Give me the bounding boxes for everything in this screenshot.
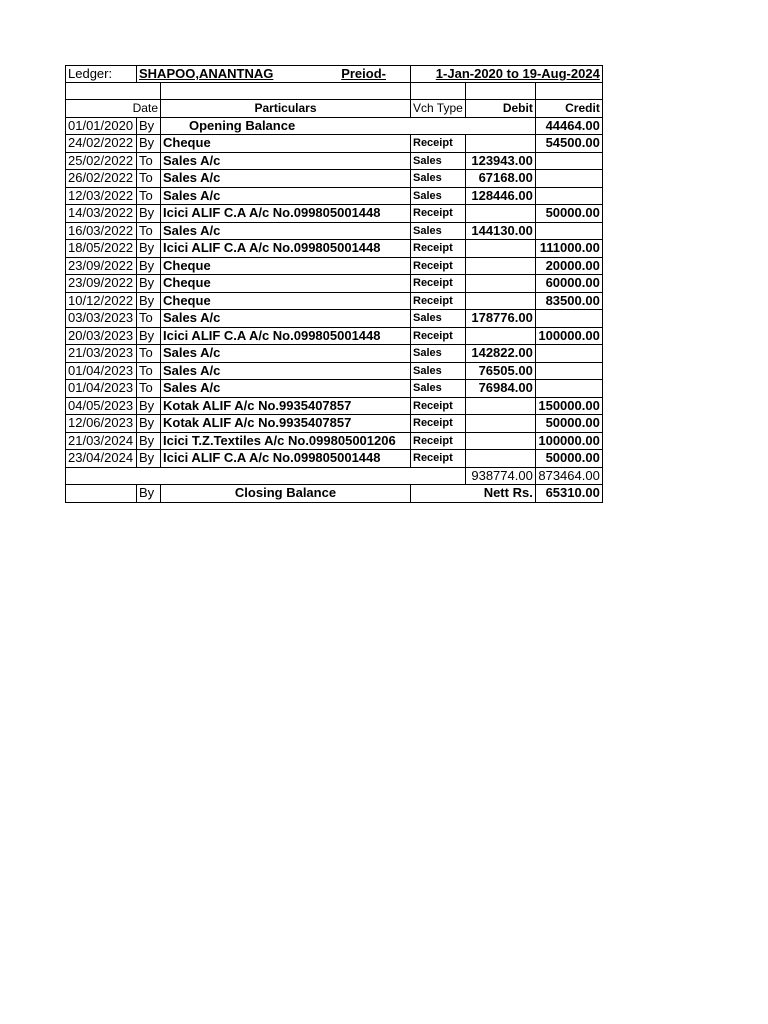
total-debit: 938774.00 xyxy=(465,467,535,485)
row-particulars: Cheque xyxy=(161,257,411,275)
row-date: 10/12/2022 xyxy=(66,292,137,310)
row-particulars: Sales A/c xyxy=(161,187,411,205)
row-debit xyxy=(465,415,535,433)
row-dir: By xyxy=(137,257,161,275)
row-date: 01/04/2023 xyxy=(66,362,137,380)
row-credit: 150000.00 xyxy=(535,397,602,415)
row-dir: By xyxy=(137,432,161,450)
closing-amount: 65310.00 xyxy=(535,485,602,503)
table-row xyxy=(66,187,603,205)
row-dir: By xyxy=(137,450,161,468)
row-vch-type: Receipt xyxy=(411,432,466,450)
row-credit: 100000.00 xyxy=(535,327,602,345)
row-credit xyxy=(535,362,602,380)
row-vch-type: Receipt xyxy=(411,205,466,223)
row-dir: By xyxy=(137,240,161,258)
row-particulars: Sales A/c xyxy=(161,310,411,328)
blank-row xyxy=(66,83,603,100)
period-label: Preiod- xyxy=(341,66,386,81)
closing-particulars: Closing Balance xyxy=(161,485,411,503)
row-dir: To xyxy=(137,345,161,363)
row-vch-type: Sales xyxy=(411,187,466,205)
table-row xyxy=(66,327,603,345)
row-vch-type: Sales xyxy=(411,345,466,363)
row-particulars: Icici ALIF C.A A/c No.099805001448 xyxy=(161,327,411,345)
row-date: 23/09/2022 xyxy=(66,275,137,293)
row-dir: By xyxy=(137,397,161,415)
row-date: 20/03/2023 xyxy=(66,327,137,345)
row-dir: To xyxy=(137,222,161,240)
row-particulars: Kotak ALIF A/c No.9935407857 xyxy=(161,397,411,415)
col-particulars: Particulars xyxy=(161,100,411,118)
row-dir: To xyxy=(137,187,161,205)
ledger-label: Ledger: xyxy=(66,66,137,83)
row-dir: To xyxy=(137,362,161,380)
row-dir: To xyxy=(137,380,161,398)
row-debit: 128446.00 xyxy=(465,187,535,205)
row-credit: 60000.00 xyxy=(535,275,602,293)
row-dir: To xyxy=(137,152,161,170)
totals-row xyxy=(66,467,603,485)
row-dir: To xyxy=(137,170,161,188)
row-vch-type: Receipt xyxy=(411,275,466,293)
row-dir: By xyxy=(137,135,161,153)
table-row xyxy=(66,275,603,293)
closing-balance-row xyxy=(66,485,603,503)
ledger-table xyxy=(65,65,603,503)
col-vch-type: Vch Type xyxy=(411,100,466,118)
row-date: 25/02/2022 xyxy=(66,152,137,170)
row-vch-type: Sales xyxy=(411,170,466,188)
row-credit: 50000.00 xyxy=(535,450,602,468)
row-particulars: Cheque xyxy=(161,135,411,153)
row-debit: 142822.00 xyxy=(465,345,535,363)
row-debit xyxy=(465,240,535,258)
row-date: 23/09/2022 xyxy=(66,257,137,275)
row-debit: 67168.00 xyxy=(465,170,535,188)
row-date: 01/04/2023 xyxy=(66,380,137,398)
ledger-rows xyxy=(66,135,603,468)
row-debit xyxy=(465,450,535,468)
row-particulars: Sales A/c xyxy=(161,362,411,380)
row-particulars: Sales A/c xyxy=(161,380,411,398)
row-credit: 54500.00 xyxy=(535,135,602,153)
row-credit: 20000.00 xyxy=(535,257,602,275)
table-row xyxy=(66,397,603,415)
table-row xyxy=(66,415,603,433)
table-row xyxy=(66,257,603,275)
row-vch-type: Receipt xyxy=(411,450,466,468)
table-row xyxy=(66,135,603,153)
row-date: 21/03/2024 xyxy=(66,432,137,450)
opening-credit: 44464.00 xyxy=(535,117,602,135)
row-credit: 111000.00 xyxy=(535,240,602,258)
table-row xyxy=(66,345,603,363)
row-dir: By xyxy=(137,205,161,223)
table-row xyxy=(66,310,603,328)
row-dir: By xyxy=(137,275,161,293)
row-particulars: Cheque xyxy=(161,275,411,293)
row-particulars: Sales A/c xyxy=(161,345,411,363)
row-vch-type: Sales xyxy=(411,152,466,170)
row-credit: 100000.00 xyxy=(535,432,602,450)
row-dir: By xyxy=(137,327,161,345)
column-header-row xyxy=(66,100,603,118)
row-particulars: Kotak ALIF A/c No.9935407857 xyxy=(161,415,411,433)
row-date: 14/03/2022 xyxy=(66,205,137,223)
nett-label: Nett Rs. xyxy=(411,485,536,503)
row-debit xyxy=(465,292,535,310)
row-date: 12/03/2022 xyxy=(66,187,137,205)
row-credit: 50000.00 xyxy=(535,415,602,433)
row-credit: 50000.00 xyxy=(535,205,602,223)
table-row xyxy=(66,152,603,170)
ledger-name-cell xyxy=(137,66,411,83)
row-vch-type: Receipt xyxy=(411,135,466,153)
row-particulars: Cheque xyxy=(161,292,411,310)
total-credit: 873464.00 xyxy=(535,467,602,485)
row-particulars: Sales A/c xyxy=(161,170,411,188)
row-particulars: Icici T.Z.Textiles A/c No.099805001206 xyxy=(161,432,411,450)
table-row xyxy=(66,380,603,398)
row-debit xyxy=(465,275,535,293)
row-debit xyxy=(465,135,535,153)
row-debit xyxy=(465,205,535,223)
row-credit: 83500.00 xyxy=(535,292,602,310)
row-credit xyxy=(535,345,602,363)
header-row xyxy=(66,66,603,83)
row-credit xyxy=(535,310,602,328)
row-debit: 76984.00 xyxy=(465,380,535,398)
row-vch-type: Receipt xyxy=(411,257,466,275)
row-particulars: Icici ALIF C.A A/c No.099805001448 xyxy=(161,240,411,258)
row-vch-type: Receipt xyxy=(411,292,466,310)
row-dir: By xyxy=(137,415,161,433)
row-dir: By xyxy=(137,292,161,310)
table-row xyxy=(66,292,603,310)
row-credit xyxy=(535,222,602,240)
row-particulars: Sales A/c xyxy=(161,222,411,240)
row-debit: 144130.00 xyxy=(465,222,535,240)
row-date: 26/02/2022 xyxy=(66,170,137,188)
table-row xyxy=(66,170,603,188)
opening-balance-row xyxy=(66,117,603,135)
opening-date: 01/01/2020 xyxy=(66,117,137,135)
opening-particulars: Opening Balance xyxy=(161,117,536,135)
col-credit: Credit xyxy=(535,100,602,118)
closing-dir: By xyxy=(137,485,161,503)
row-credit xyxy=(535,170,602,188)
table-row xyxy=(66,362,603,380)
row-vch-type: Receipt xyxy=(411,397,466,415)
table-row xyxy=(66,205,603,223)
row-vch-type: Receipt xyxy=(411,327,466,345)
opening-dir: By xyxy=(137,117,161,135)
row-date: 24/02/2022 xyxy=(66,135,137,153)
row-particulars: Sales A/c xyxy=(161,152,411,170)
row-debit xyxy=(465,257,535,275)
row-date: 04/05/2023 xyxy=(66,397,137,415)
table-row xyxy=(66,450,603,468)
row-vch-type: Sales xyxy=(411,380,466,398)
ledger-name: SHAPOO,ANANTNAG xyxy=(139,66,274,81)
row-date: 18/05/2022 xyxy=(66,240,137,258)
col-debit: Debit xyxy=(465,100,535,118)
row-vch-type: Receipt xyxy=(411,415,466,433)
row-date: 16/03/2022 xyxy=(66,222,137,240)
row-dir: To xyxy=(137,310,161,328)
table-row xyxy=(66,240,603,258)
row-debit xyxy=(465,327,535,345)
ledger-sheet xyxy=(65,65,603,503)
period-value: 1-Jan-2020 to 19-Aug-2024 xyxy=(411,66,603,83)
row-particulars: Icici ALIF C.A A/c No.099805001448 xyxy=(161,450,411,468)
row-credit xyxy=(535,152,602,170)
row-date: 03/03/2023 xyxy=(66,310,137,328)
row-debit: 76505.00 xyxy=(465,362,535,380)
table-row xyxy=(66,222,603,240)
row-date: 21/03/2023 xyxy=(66,345,137,363)
row-vch-type: Sales xyxy=(411,362,466,380)
row-debit: 123943.00 xyxy=(465,152,535,170)
row-vch-type: Sales xyxy=(411,222,466,240)
row-vch-type: Receipt xyxy=(411,240,466,258)
row-particulars: Icici ALIF C.A A/c No.099805001448 xyxy=(161,205,411,223)
row-vch-type: Sales xyxy=(411,310,466,328)
row-debit: 178776.00 xyxy=(465,310,535,328)
row-credit xyxy=(535,187,602,205)
row-debit xyxy=(465,432,535,450)
row-debit xyxy=(465,397,535,415)
row-credit xyxy=(535,380,602,398)
row-date: 23/04/2024 xyxy=(66,450,137,468)
row-date: 12/06/2023 xyxy=(66,415,137,433)
col-date: Date xyxy=(66,100,161,118)
table-row xyxy=(66,432,603,450)
